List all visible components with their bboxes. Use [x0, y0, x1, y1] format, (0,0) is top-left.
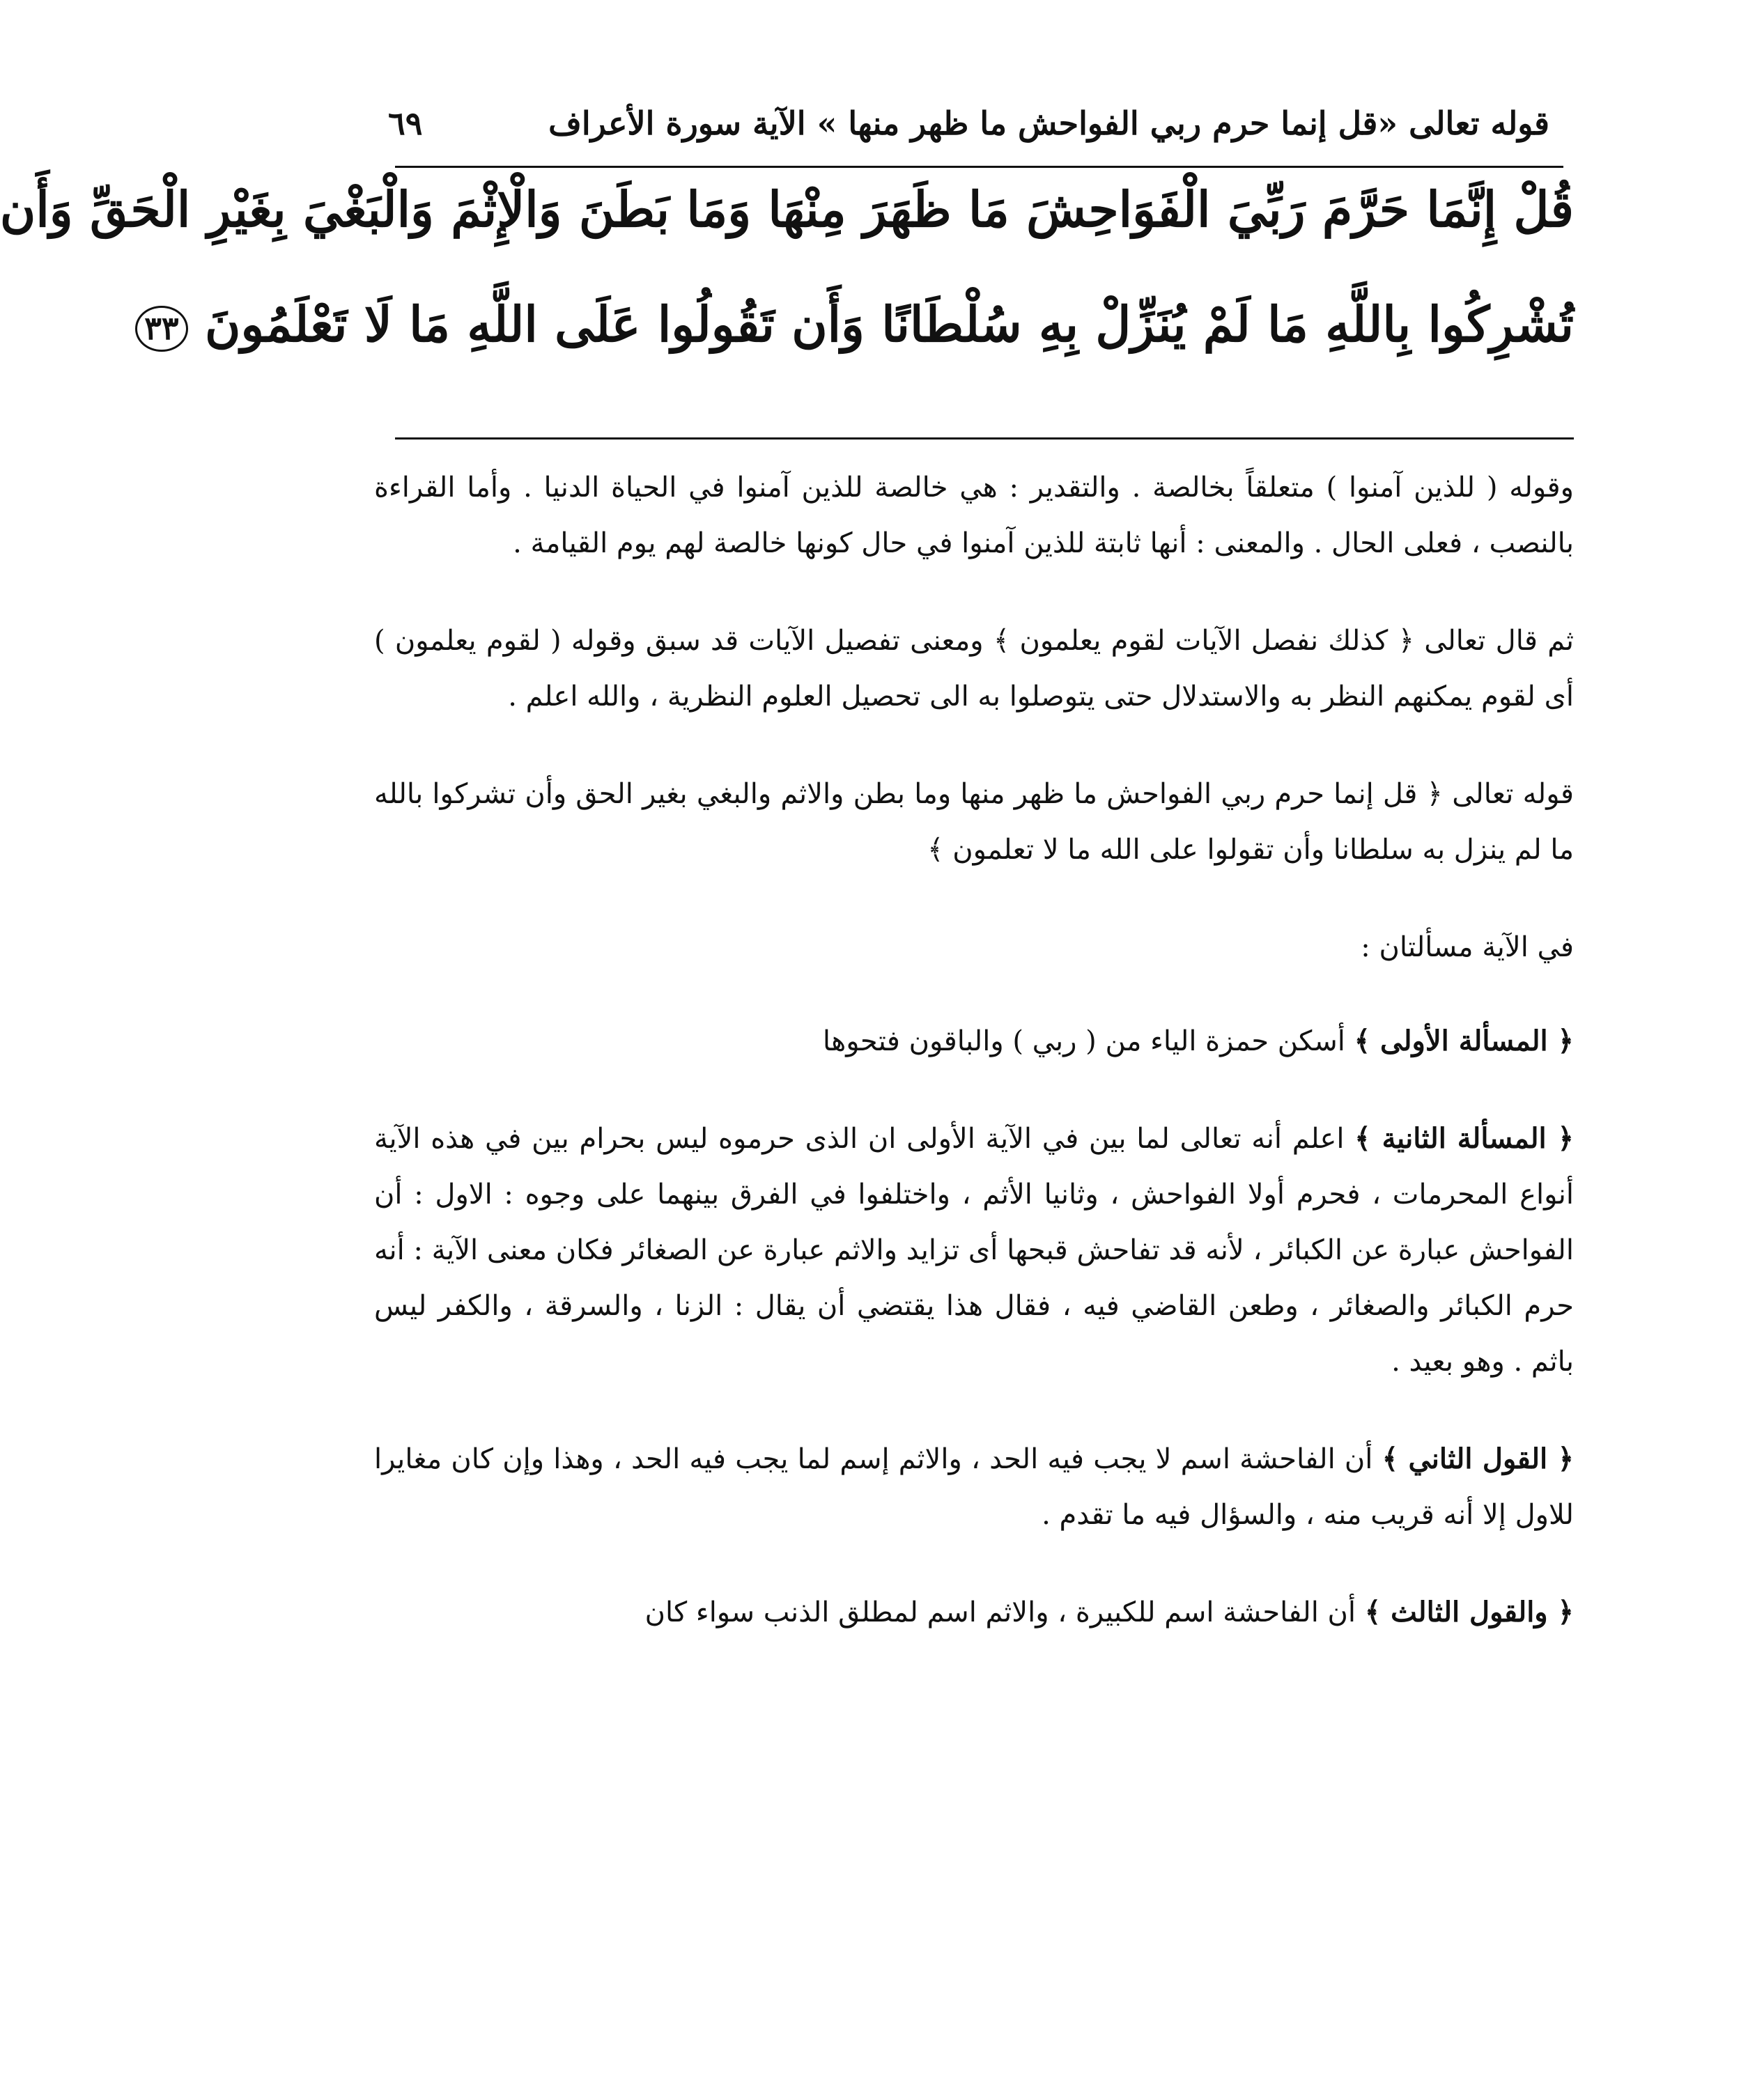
running-header [388, 104, 1549, 160]
third-opinion-heading: ﴿ والقول الثالث ﴾ [1364, 1596, 1574, 1628]
issue-two-text: اعلم أنه تعالى لما بين في الآية الأولى ان الذى حرموه ليس بحرام بين في هذه الآية أنواع المحرمات ، فحرم أولا الفواحش ، وثانيا الأثم ، واختلفوا في الفرق بينهما على وجوه : الاول : أن الفواحش عبارة عن الكبائر ، لأنه قد تفاحش قبحها أى تزايد والاثم عبارة عن الصغائر فكان معنى الآية : أنه حرم الكبائر والصغائر ، وطعن القاضي فيه ، فقال هذا يقتضي أن يقال : الزنا ، والسرقة ، والكفر ليس باثم . وهو بعيد . [374, 1123, 1574, 1378]
issue-one-heading: ﴿ المسألة الأولى ﴾ [1354, 1025, 1574, 1057]
verse-divider [395, 437, 1574, 440]
third-opinion-text: أن الفاحشة اسم للكبيرة ، والاثم اسم لمطلق الذنب سواء كان [644, 1596, 1356, 1628]
paragraph-2: ثم قال تعالى ﴿ كذلك نفصل الآيات لقوم يعلمون ﴾ ومعنى تفصيل الآيات قد سبق وقوله ( لقوم يعلمون ) أى لقوم يمكنهم النظر به والاستدلال حتى يتوصلوا به الى تحصيل العلوم النظرية ، والله اعلم . [374, 625, 1574, 713]
paragraph-5 [374, 1013, 1574, 1069]
verse-line-2-text: تُشْرِكُوا بِاللَّهِ مَا لَمْ يُنَزِّلْ بِهِ سُلْطَانًا وَأَن تَقُولُوا عَلَى اللَّهِ مَا لَا تَعْلَمُونَ [205, 295, 1574, 353]
issue-two-heading: ﴿ المسألة الثانية ﴾ [1354, 1122, 1574, 1155]
page-number: ٦٩ [388, 104, 423, 142]
verse-number-mark: ٣٣ [135, 306, 187, 352]
paragraph-6 [374, 1111, 1574, 1390]
second-opinion-heading: ﴿ القول الثاني ﴾ [1382, 1442, 1575, 1475]
header-divider [395, 166, 1563, 168]
issue-one-text: أسكن حمزة الياء من ( ربي ) والباقون فتحوها [822, 1025, 1345, 1057]
quran-verse-block [0, 178, 1574, 407]
paragraph-8 [374, 1585, 1574, 1640]
paragraph-4: في الآية مسألتان : [1361, 931, 1574, 963]
running-header-title: قوله تعالى «قل إنما حرم ربي الفواحش ما ظهر منها » الآية سورة الأعراف [548, 104, 1549, 142]
commentary-body [374, 460, 1574, 2016]
paragraph-1: وقوله ( للذين آمنوا ) متعلقاً بخالصة . والتقدير : هي خالصة للذين آمنوا في الحياة الدنيا . وأما القراءة بالنصب ، فعلى الحال . والمعنى : أنها ثابتة للذين آمنوا في حال كونها خالصة لهم يوم القيامة . [374, 472, 1574, 559]
paragraph-3: قوله تعالى ﴿ قل إنما حرم ربي الفواحش ما ظهر منها وما بطن والاثم والبغي بغير الحق وأن تشركوا بالله ما لم ينزل به سلطانا وأن تقولوا على الله ما لا تعلمون ﴾ [374, 778, 1575, 866]
second-opinion-text: أن الفاحشة اسم لا يجب فيه الحد ، والاثم إسم لما يجب فيه الحد ، وهذا وإن كان مغايرا للاول إلا أنه قريب منه ، والسؤال فيه ما تقدم . [374, 1443, 1574, 1531]
verse-line-2 [144, 293, 1574, 356]
verse-line-1: قُلْ إِنَّمَا حَرَّمَ رَبِّيَ الْفَوَاحِشَ مَا ظَهَرَ مِنْهَا وَمَا بَطَنَ وَالْإِثْمَ وَالْبَغْيَ بِغَيْرِ الْحَقِّ وَأَن [0, 180, 1574, 238]
paragraph-7 [374, 1431, 1574, 1543]
